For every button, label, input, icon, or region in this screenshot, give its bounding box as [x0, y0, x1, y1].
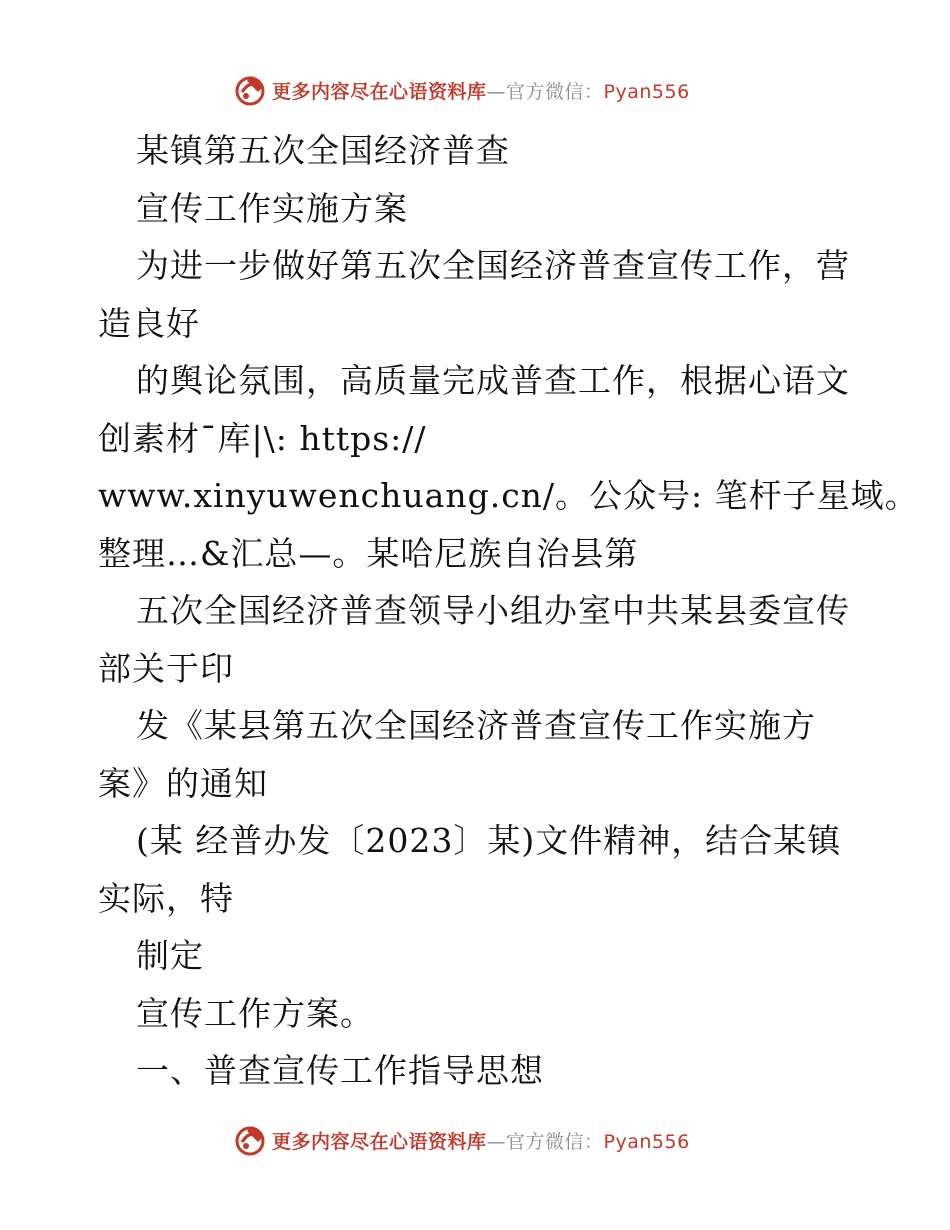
brand-logo-icon	[232, 72, 268, 108]
banner-site-name: 更多内容尽在心语资料库	[272, 1130, 487, 1153]
banner-wechat-label: 官方微信：	[506, 80, 604, 103]
doc-paragraph-line: 造良好	[98, 303, 200, 343]
doc-paragraph-line: 整理…&汇总—。某哈尼族自治县第	[98, 533, 639, 573]
banner-wechat-label: 官方微信：	[506, 1130, 604, 1153]
doc-paragraph-line: 宣传工作方案。	[136, 993, 374, 1033]
banner-wechat-id: Pyan556	[603, 80, 690, 103]
banner-site-name: 更多内容尽在心语资料库	[272, 80, 487, 103]
doc-paragraph-line: 部关于印	[98, 648, 234, 688]
doc-paragraph-line: 实际，特	[98, 878, 234, 918]
doc-paragraph-line: 案》的通知	[98, 763, 268, 803]
doc-section-heading: 一、普查宣传工作指导思想	[136, 1051, 544, 1090]
banner-wechat-id: Pyan556	[603, 1130, 690, 1153]
doc-paragraph-line: 发《某县第五次全国经济普查宣传工作实施方	[136, 706, 816, 745]
doc-paragraph-line: 创素材¯库|\: https://	[98, 418, 427, 458]
header-watermark-banner	[232, 70, 752, 110]
doc-paragraph-line: (某 经普办发〔2023〕某)文件精神，结合某镇	[136, 821, 842, 860]
doc-title-line-1: 某镇第五次全国经济普查	[136, 131, 510, 170]
document-body	[98, 122, 919, 1100]
doc-title-line-2: 宣传工作实施方案	[136, 188, 408, 228]
doc-paragraph-line: 为进一步做好第五次全国经济普查宣传工作，营	[136, 246, 850, 285]
footer-watermark-banner	[232, 1120, 752, 1160]
doc-paragraph-line: 五次全国经济普查领导小组办室中共某县委宣传	[136, 591, 850, 630]
brand-logo-icon	[232, 1122, 268, 1158]
banner-separator: —	[486, 80, 507, 103]
doc-paragraph-line: 制定	[136, 936, 204, 975]
doc-paragraph-line: www.xinyuwenchuang.cn/。公众号: 笔杆子星域。	[98, 476, 919, 515]
doc-paragraph-line: 的舆论氛围，高质量完成普查工作，根据心语文	[136, 361, 850, 400]
banner-separator: —	[486, 1130, 507, 1153]
